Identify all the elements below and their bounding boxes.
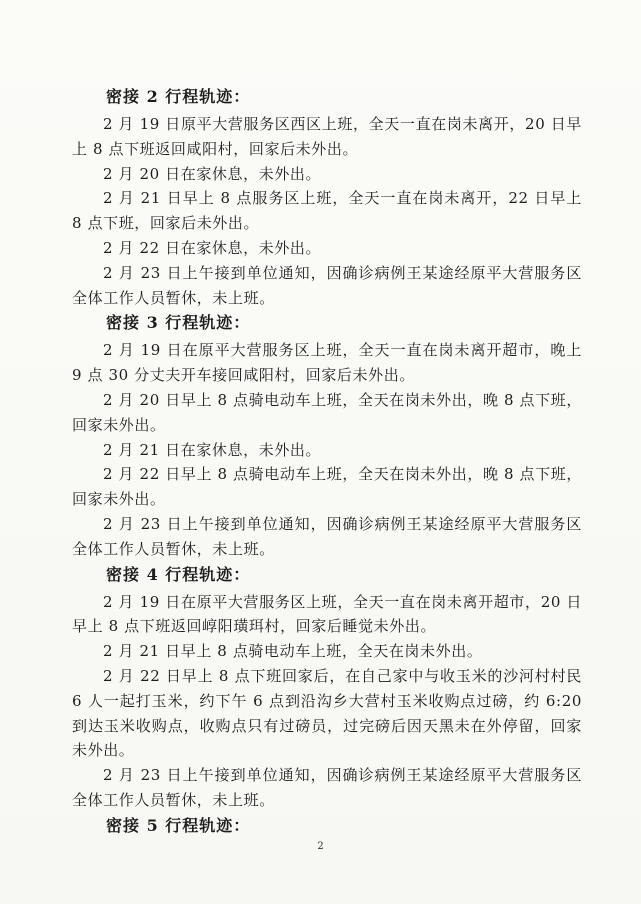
paragraph: 2 月 21 日早上 8 点服务区上班，全天一直在岗未离开，22 日早上 8 点下班，回家后未外出。 [72, 189, 582, 233]
section-title: 密接 2 行程轨迹： [106, 87, 251, 106]
paragraph: 2 月 23 日上午接到单位通知，因确诊病例王某途经原平大营服务区全体工作人员暂休，未上班。 [72, 263, 582, 307]
paragraph: 2 月 22 日早上 8 点骑电动车上班，全天在岗未外出，晚 8 点下班，回家未外出。 [72, 465, 582, 509]
document-body [72, 84, 582, 841]
paragraph: 2 月 21 日在家休息，未外出。 [103, 440, 322, 459]
paragraph: 2 月 23 日上午接到单位通知，因确诊病例王某途经原平大营服务区全体工作人员暂休，未上班。 [72, 514, 582, 558]
paragraph: 2 月 19 日在原平大营服务区上班，全天一直在岗未离开超市，晚上 9 点 30 分丈夫开车接回咸阳村，回家后未外出。 [72, 341, 582, 385]
paragraph: 2 月 19 日原平大营服务区西区上班，全天一直在岗未离开，20 日早上 8 点下班返回咸阳村，回家后未外出。 [72, 115, 582, 158]
section-title: 密接 4 行程轨迹： [106, 564, 251, 584]
trajectory-section-5 [72, 813, 582, 839]
paragraph: 2 月 21 日早上 8 点骑电动车上班，全天在岗未外出。 [103, 642, 483, 661]
trajectory-section-4 [72, 562, 582, 813]
trajectory-section-3 [72, 310, 582, 561]
paragraph: 2 月 23 日上午接到单位通知，因确诊病例王某途经原平大营服务区全体工作人员暂休，未上班。 [72, 766, 582, 809]
section-title: 密接 5 行程轨迹： [106, 815, 251, 835]
section-title: 密接 3 行程轨迹： [106, 313, 251, 333]
trajectory-section-2 [72, 84, 582, 310]
page-number: 2 [317, 841, 324, 852]
paragraph: 2 月 22 日早上 8 点下班回家后，在自己家中与收玉米的沙河村村民 6 人一起打玉米，约下午 6 点到沿沟乡大营村玉米收购点过磅，约 6:20 到达玉米收购点，收购点只有过磅员，过完磅后因天黑未在外停留，回家未外出。 [72, 666, 582, 760]
paragraph: 2 月 19 日在原平大营服务区上班，全天一直在岗未离开超市，20 日早上 8 点下班返回崞阳璜珥村，回家后睡觉未外出。 [72, 592, 582, 636]
paragraph: 2 月 20 日在家休息，未外出。 [103, 164, 322, 183]
paragraph: 2 月 20 日早上 8 点骑电动车上班，全天在岗未外出，晚 8 点下班，回家未外出。 [72, 390, 582, 434]
paragraph: 2 月 22 日在家休息，未外出。 [103, 238, 322, 257]
